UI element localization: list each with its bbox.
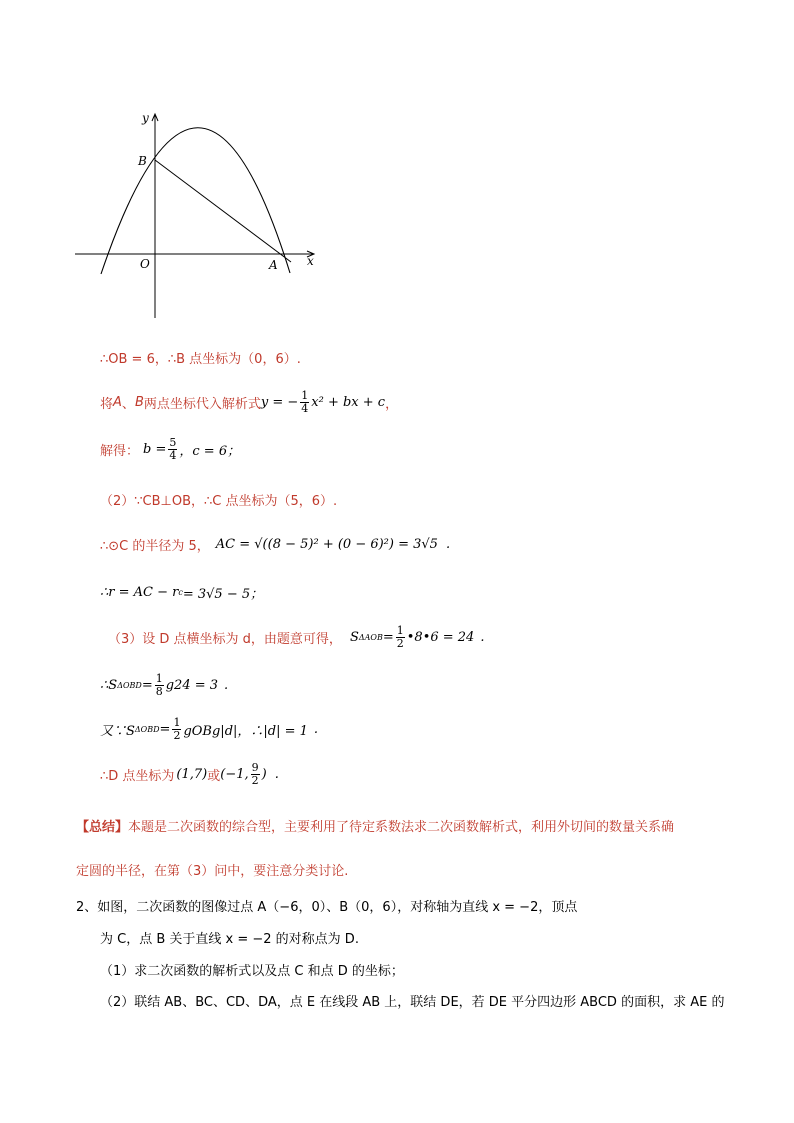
l8-fraction bbox=[155, 673, 164, 698]
l2-prefix: 将 bbox=[100, 397, 114, 412]
l7-prefix: （3）设 D 点横坐标为 d，由题意可得， bbox=[108, 632, 342, 647]
l2-a: A bbox=[113, 395, 122, 410]
l2-b: B bbox=[134, 395, 144, 410]
solution-line-1-text: ∴OB = 6，∴B 点坐标为（0，6）. bbox=[100, 352, 301, 367]
summary-text-1: 本题是二次函数的综合型，主要利用了待定系数法求二次函数解析式，利用外切间的数量关系确 bbox=[128, 820, 675, 835]
l10-num: 9 bbox=[251, 761, 259, 774]
solution-line-6 bbox=[100, 583, 263, 602]
l5-prefix: ∴⊙C 的半径为 5， bbox=[100, 539, 210, 554]
l3-rest: ，c = 6； bbox=[179, 444, 241, 459]
parabola-graph bbox=[0, 0, 794, 330]
solution-line-2 bbox=[100, 390, 398, 415]
l2-sep: 、 bbox=[121, 397, 135, 412]
l3-num: 5 bbox=[169, 436, 177, 449]
x-axis-label: x bbox=[307, 254, 314, 268]
l8-prefix: ∴S bbox=[100, 678, 118, 693]
l2-eq-rest: x² + bx + c bbox=[311, 395, 386, 410]
l10-end: . bbox=[274, 767, 279, 782]
l2-mid: 两点坐标代入解析式 bbox=[143, 397, 261, 412]
solution-line-3 bbox=[100, 437, 240, 462]
l6-text: ∴r = AC − r bbox=[100, 585, 179, 600]
l7-end: . bbox=[480, 630, 485, 645]
l3-b: b = bbox=[143, 442, 167, 457]
l6-sub: c bbox=[178, 588, 183, 597]
l10-or: 或 bbox=[207, 769, 221, 784]
l9-den: 2 bbox=[173, 729, 181, 742]
l8-rest: g24 = 3 bbox=[165, 678, 219, 693]
parabola-curve bbox=[101, 128, 290, 274]
point-a-label: A bbox=[269, 258, 278, 272]
l7-eq: = bbox=[382, 630, 394, 645]
l5-end: . bbox=[445, 537, 451, 552]
problem2-q2 bbox=[100, 991, 724, 1010]
solution-line-10 bbox=[100, 762, 279, 787]
l2-num: 1 bbox=[301, 389, 309, 402]
l7-rest: •8•6 = 24 bbox=[406, 630, 475, 645]
solution-line-8 bbox=[100, 673, 228, 698]
l5-eq: AC = √((8 − 5)² + (0 − 6)²) = 3√5 bbox=[215, 537, 438, 552]
problem2-line-1 bbox=[76, 896, 577, 915]
l8-sub: ΔOBD bbox=[117, 681, 142, 690]
problem2-line-2 bbox=[100, 928, 359, 947]
point-b-label: B bbox=[138, 154, 147, 168]
l6-rest: = 3√5 − 5； bbox=[182, 587, 264, 602]
summary-tag: 【总结】 bbox=[76, 820, 129, 835]
l2-fraction bbox=[300, 390, 309, 415]
solution-line-7 bbox=[108, 625, 484, 650]
l10-p1: (1,7) bbox=[176, 767, 208, 782]
l3-prefix: 解得： bbox=[100, 444, 140, 459]
l9-eq: = bbox=[159, 722, 171, 737]
l7-sub: ΔAOB bbox=[358, 633, 383, 642]
l8-end: . bbox=[224, 678, 229, 693]
solution-line-4-text: （2）∵CB⊥OB，∴C 点坐标为（5，6）. bbox=[100, 494, 338, 509]
solution-line-9 bbox=[100, 717, 318, 742]
line-ba bbox=[155, 160, 291, 262]
l10-fraction bbox=[251, 762, 260, 787]
l7-s: S bbox=[349, 630, 359, 645]
y-axis-label: y bbox=[142, 111, 149, 125]
l8-num: 1 bbox=[155, 672, 163, 685]
l7-den: 2 bbox=[396, 637, 404, 650]
l10-p2-left: (−1, bbox=[220, 767, 249, 782]
l7-fraction bbox=[396, 625, 405, 650]
summary-line-2 bbox=[76, 860, 348, 879]
l7-num: 1 bbox=[396, 624, 404, 637]
l3-den: 4 bbox=[169, 449, 177, 462]
l9-sub: ΔOBD bbox=[134, 725, 160, 734]
problem2-q1-text: （1）求二次函数的解析式以及点 C 和点 D 的坐标； bbox=[100, 964, 404, 979]
l8-den: 8 bbox=[155, 685, 163, 698]
solution-line-5 bbox=[100, 535, 450, 554]
l2-den: 4 bbox=[301, 402, 309, 415]
l10-p2-right: ) bbox=[261, 767, 267, 782]
l2-eq-y: y = − bbox=[260, 395, 299, 410]
l8-eq: = bbox=[141, 678, 153, 693]
l9-rest: gOBg|d|，∴|d| = 1 bbox=[183, 724, 308, 739]
l3-fraction bbox=[168, 437, 177, 462]
l9-fraction bbox=[172, 717, 181, 742]
origin-label: O bbox=[140, 257, 150, 271]
problem2-text-1: 2、如图，二次函数的图像过点 A（−6，0）、B（0，6），对称轴为直线 x = −2，顶点 bbox=[76, 900, 578, 915]
l2-end: ， bbox=[385, 397, 399, 412]
summary-line-1 bbox=[76, 816, 674, 835]
problem2-text-2: 为 C，点 B 关于直线 x = −2 的对称点为 D. bbox=[100, 932, 359, 947]
summary-text-2: 定圆的半径，在第（3）问中，要注意分类讨论. bbox=[76, 864, 349, 879]
solution-line-1 bbox=[100, 348, 301, 367]
l10-den: 2 bbox=[251, 774, 259, 787]
l10-prefix: ∴D 点坐标为 bbox=[100, 769, 175, 784]
l9-end: . bbox=[313, 722, 319, 737]
l9-prefix: 又∵S bbox=[100, 724, 135, 739]
problem2-q2-text: （2）联结 AB、BC、CD、DA，点 E 在线段 AB 上，联结 DE，若 DE 平分四边形 ABCD 的面积，求 AE 的 bbox=[100, 995, 725, 1010]
problem2-q1 bbox=[100, 960, 404, 979]
l9-num: 1 bbox=[173, 716, 181, 729]
solution-line-4 bbox=[100, 490, 337, 509]
